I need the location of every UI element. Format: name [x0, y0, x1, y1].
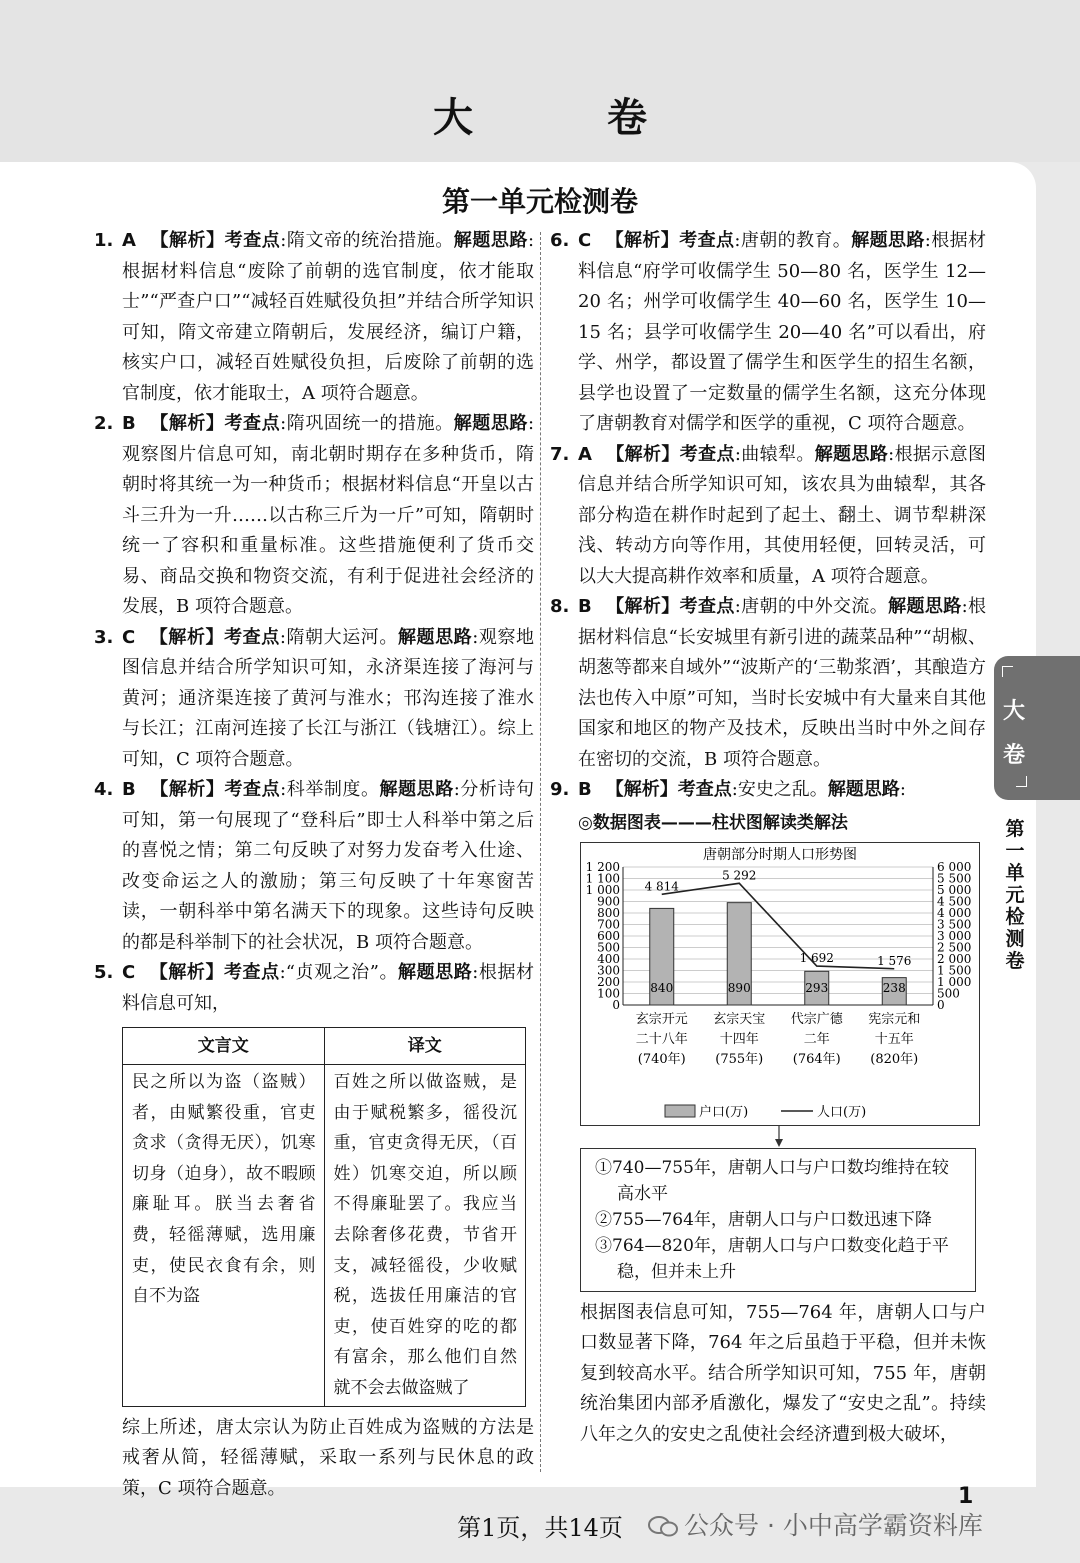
- conclusion-item: ③764—820年，唐朝人口与户口数变化趋于平稳，但并未上升: [595, 1235, 949, 1282]
- y-tick-label-left: 300: [597, 963, 620, 977]
- y-tick-label-left: 800: [597, 905, 620, 920]
- y-tick-label-right: 2 500: [937, 940, 972, 954]
- y-tick-label-right: 4 000: [937, 905, 972, 920]
- column-divider: [540, 232, 541, 1472]
- y-tick-label-right: 2 000: [937, 951, 972, 966]
- classical-text: 民之所以为盗（盗贼）者，由赋繁役重，官吏贪求（贪得无厌），饥寒切身（迫身），故不暇顾廉耻耳。朕当去奢省费，轻徭薄赋，选用廉吏，使民衣食有余，则自不为盗: [123, 1065, 325, 1407]
- translation-text: 百姓之所以做盗贼，是由于赋税繁多，徭役沉重，官吏贪得无厌，（百姓）饥寒交迫，所以顾不得廉耻罢了。我应当去除奢侈花费，节省开支，减轻徭役，少收赋税，选拔任用廉洁的官吏，使百姓穿的吃的都有富余，那么他们自然就不会去做盗贼了: [324, 1065, 526, 1407]
- x-tick-label: (740年): [637, 1051, 686, 1067]
- line-value-label: 4 814: [644, 878, 679, 893]
- answer-letter: B: [578, 596, 592, 617]
- y-tick-label-right: 500: [937, 986, 960, 1000]
- x-tick-label: 代宗广德: [790, 1011, 843, 1027]
- watermark: 公众号 · 小中高学霸资料库: [648, 1506, 983, 1542]
- question-4: 4. B 【解析】考查点:科举制度。解题思路:分析诗句可知，第一句展现了“登科后”即士人科举中第之后的喜悦之情；第二句反映了对努力发奋考入仕途、改变命运之人的激励；第三句反映了十年寒窗苦读，一朝科举中第名满天下的现象。这些诗句反映的都是科举制下的社会状况，B 项符合题意。: [94, 779, 535, 953]
- conclusion-item: ①740—755年，唐朝人口与户口数均维持在较高水平: [595, 1157, 949, 1204]
- question-7: 7. A 【解析】考查点:曲辕犁。解题思路:根据示意图信息并结合所学知识可知，该农具为曲辕犁，其各部分构造在耕作时起到了起土、翻土、调节犁耕深浅、转动方向等作用，其使用轻便，回转灵活，可以大大提高耕作效率和质量，A 项符合题意。: [550, 443, 986, 587]
- population-line: [662, 883, 895, 968]
- answer-letter: B: [122, 413, 136, 434]
- x-tick-label: 十五年: [874, 1031, 914, 1047]
- x-tick-label: (755年): [715, 1051, 764, 1067]
- y-tick-label-left: 600: [597, 928, 620, 943]
- y-tick-label-left: 500: [597, 940, 620, 954]
- question-text: 分析诗句可知，第一句展现了“登科后”即士人科举中第之后的喜悦之情；第二句反映了对努力发奋考入仕途、改变命运之人的激励；第三句反映了十年寒窗苦读，一朝科举中第名满天下的现象。这些诗句反映的都是科举制下的社会状况，B 项符合题意。: [122, 779, 535, 953]
- question-text: 根据材料信息“废除了前朝的选官制度，依才能取士”“严查户口”“减轻百姓赋役负担”并结合所学知识可知，隋文帝建立隋朝后，发展经济，编订户籍，核实户口，减轻百姓赋役负担，后废除了前朝的选官制度，依才能取士，A 项符合题意。: [122, 260, 534, 404]
- y-tick-label-left: 900: [597, 894, 620, 908]
- y-tick-label-right: 5 000: [937, 882, 972, 897]
- question-1: 1. A 【解析】考查点:隋文帝的统治措施。解题思路:根据材料信息“废除了前朝的选官制度，依才能取士”“严查户口”“减轻百姓赋役负担”并结合所学知识可知，隋文帝建立隋朝后，发展经济，编订户籍，核实户口，减轻百姓赋役负担，后废除了前朝的选官制度，依才能取士，A 项符合题意。: [94, 230, 535, 404]
- question-text: 观察地图信息并结合所学知识可知，永济渠连接了海河与黄河；通济渠连接了黄河与淮水；邗沟连接了淮水与长江；江南河连接了长江与浙江（钱塘江）。综上可知，C 项符合题意。: [122, 626, 535, 770]
- legend-line-label: 人口(万): [817, 1104, 867, 1120]
- translation-table: [122, 1027, 526, 1407]
- bar-value-label: 890: [727, 980, 751, 995]
- conclusion-box: [580, 1148, 976, 1292]
- unit-title: 第一单元检测卷: [441, 185, 638, 218]
- y-tick-label-left: 1 200: [585, 859, 620, 874]
- right-column: [550, 226, 986, 1450]
- answer-letter: C: [122, 626, 136, 648]
- y-tick-label-left: 1 000: [585, 882, 620, 897]
- x-tick-label: (820年): [870, 1051, 919, 1067]
- answer-letter: A: [578, 443, 592, 465]
- x-tick-label: 玄宗开元: [635, 1011, 688, 1027]
- question-9: 9. B 【解析】考查点:安史之乱。解题思路:: [550, 779, 906, 800]
- question-6: 6. C 【解析】考查点:唐朝的教育。解题思路:根据材料信息“府学可收儒学生 50—80 名，医学生 12—20 名；州学可收儒学生 40—60 名，医学生 10—15 名；县学可收儒学生 20—40 名”可以看出，府学、州学，都设置了儒学生和医学生的招生名额，县学也设置了一定数量的儒学生名额，这充分体现了唐朝教育对儒学和医学的重视，C 项符合题意。: [550, 230, 987, 434]
- header-classical: 文言文: [123, 1028, 325, 1065]
- y-tick-label-right: 5 500: [937, 871, 972, 885]
- y-tick-label-left: 700: [597, 917, 620, 931]
- y-tick-label-left: 200: [597, 974, 620, 989]
- y-tick-label-right: 0: [937, 997, 945, 1012]
- bar-value-label: 238: [882, 980, 906, 995]
- y-tick-label-right: 3 000: [937, 928, 972, 943]
- page-number: 1: [958, 1484, 974, 1509]
- question-text: 根据示意图信息并结合所学知识可知，该农具为曲辕犁，其各部分构造在耕作时起到了起土、翻土、调节犁耕深浅、转动方向等作用，其使用轻便，回转灵活，可以大大提高耕作效率和质量，A 项符合题意。: [578, 443, 986, 587]
- x-tick-label: 宪宗元和: [868, 1011, 921, 1027]
- question-8: 8. B 【解析】考查点:唐朝的中外交流。解题思路:根据材料信息“长安城里有新引进的蔬菜品种”“胡椒、胡葱等都来自域外”“波斯产的‘三勒浆酒’，其酿造方法也传入中原”可知，当时长安城中有大量来自其他国家和地区的物产及技术，反映出当时中外之间存在密切的交流，B 项符合题意。: [550, 596, 987, 770]
- wechat-icon: [648, 1515, 678, 1537]
- y-tick-label-left: 1 100: [585, 871, 620, 885]
- y-tick-label-left: 400: [597, 951, 620, 966]
- legend-bar-label: 户口(万): [699, 1104, 749, 1120]
- question-9-conclusion: 根据图表信息可知，755—764 年，唐朝人口与户口数显著下降，764 年之后虽趋于平稳，但并未恢复到较高水平。结合所学知识可知，755 年，唐朝统治集团内部矛盾激化，爆发了“安史之乱”。持续八年之久的安史之乱使社会经济遭到极大破坏，: [580, 1301, 986, 1445]
- question-2: 2. B 【解析】考查点:隋巩固统一的措施。解题思路:观察图片信息可知，南北朝时期存在多种货币，隋朝时将其统一为一种货币；根据材料信息“开皇以古斗三升为一升……以古称三斤为一斤”可知，隋朝时统一了容积和重量标准。这些措施便利了货币交易、商品交换和物资交流，有利于促进社会经济的发展，B 项符合题意。: [94, 413, 535, 617]
- line-value-label: 1 692: [799, 950, 834, 965]
- question-text: 根据材料信息可知，: [122, 962, 535, 1014]
- page-title: 大 卷: [433, 95, 707, 141]
- answer-letter: B: [578, 779, 592, 800]
- y-tick-label-left: 0: [612, 997, 620, 1012]
- corner-mark-icon: [1002, 666, 1013, 677]
- side-caption: 第一单元检测卷: [1005, 818, 1025, 972]
- bar-value-label: 840: [650, 980, 674, 995]
- header-translation: 译文: [324, 1028, 526, 1065]
- chart-title: 唐朝部分时期人口形势图: [703, 846, 857, 863]
- question-text: 根据材料信息“长安城里有新引进的蔬菜品种”“胡椒、胡葱等都来自域外”“波斯产的‘三勒浆酒’，其酿造方法也传入中原”可知，当时长安城中有大量来自其他国家和地区的物产及技术，反映出当时中外之间存在密切的交流，B 项符合题意。: [578, 596, 987, 770]
- answer-letter: C: [122, 962, 136, 983]
- population-chart: [580, 842, 980, 1126]
- answer-letter: A: [122, 230, 136, 251]
- y-tick-label-left: 100: [597, 986, 620, 1000]
- left-column: [94, 226, 534, 1504]
- x-tick-label: 二年: [803, 1031, 830, 1047]
- y-tick-label-right: 6 000: [937, 859, 972, 874]
- y-tick-label-right: 1 500: [937, 963, 972, 977]
- x-tick-label: (764年): [792, 1051, 841, 1067]
- question-5-conclusion: 综上所述，唐太宗认为防止百姓成为盗贼的方法是戒奢从简，轻徭薄赋，采取一系列与民休息的政策，C 项符合题意。: [122, 1416, 534, 1499]
- method-label: ◎数据图表———柱状图解读类解法: [578, 812, 848, 833]
- legend-bar-swatch: [665, 1105, 695, 1117]
- side-tab-label: 大 卷: [1002, 699, 1025, 768]
- x-tick-label: 二十八年: [635, 1031, 688, 1047]
- question-5: 5. C 【解析】考查点:“贞观之治”。解题思路:根据材料信息可知，: [94, 962, 535, 1014]
- line-value-label: 5 292: [722, 867, 757, 882]
- page-footer: 第1页，共14页: [457, 1514, 623, 1542]
- question-3: 3. C 【解析】考查点:隋朝大运河。解题思路:观察地图信息并结合所学知识可知，永济渠连接了海河与黄河；通济渠连接了黄河与淮水；邗沟连接了淮水与长江；江南河连接了长江与浙江（钱塘江）。综上可知，C 项符合题意。: [94, 626, 535, 770]
- chart-svg: [581, 843, 979, 1125]
- line-value-label: 1 576: [877, 953, 912, 968]
- answer-letter: C: [578, 230, 592, 251]
- y-tick-label-right: 4 500: [937, 894, 972, 908]
- answer-letter: B: [122, 779, 136, 800]
- bar-value-label: 293: [805, 980, 829, 995]
- y-tick-label-right: 3 500: [937, 917, 972, 931]
- down-arrow-icon: [580, 1126, 978, 1148]
- question-text: 观察图片信息可知，南北朝时期存在多种货币，隋朝时将其统一为一种货币；根据材料信息“开皇以古斗三升为一升……以古称三斤为一斤”可知，隋朝时统一了容积和重量标准。这些措施便利了货币交易、商品交换和物资交流，有利于促进社会经济的发展，B 项符合题意。: [122, 443, 534, 617]
- x-tick-label: 玄宗天宝: [713, 1011, 766, 1027]
- conclusion-item: ②755—764年，唐朝人口与户口数迅速下降: [595, 1209, 932, 1230]
- question-text: 根据材料信息“府学可收儒学生 50—80 名，医学生 12—20 名；州学可收儒学生 40—60 名，医学生 10—15 名；县学可收儒学生 20—40 名”可以看出，府学、州学，都设置了儒学生和医学生的招生名额，县学也设置了一定数量的儒学生名额，这充分体现了唐朝教育对儒学和医学的重视，C 项符合题意。: [578, 230, 987, 434]
- x-tick-label: 十四年: [719, 1031, 759, 1047]
- y-tick-label-right: 1 000: [937, 974, 972, 989]
